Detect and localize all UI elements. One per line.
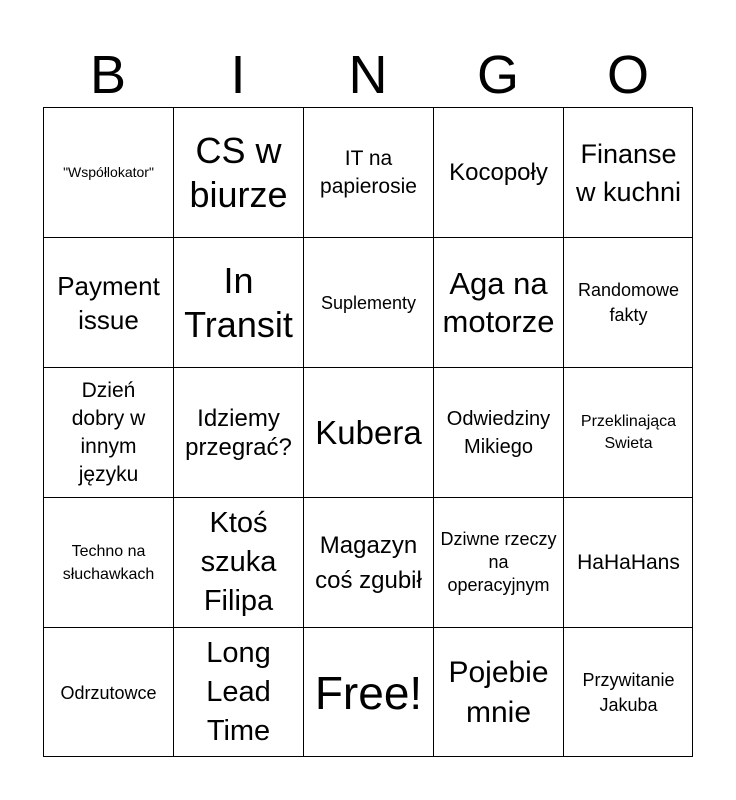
header-letter-g: G bbox=[476, 45, 519, 105]
cell-text: Finanse w kuchni bbox=[575, 138, 682, 207]
bingo-cell[interactable] bbox=[563, 497, 693, 627]
bingo-cell[interactable] bbox=[433, 237, 563, 367]
cell-text: Ktoś szuka Filipa bbox=[200, 507, 277, 617]
header-letter-o: O bbox=[606, 45, 649, 105]
bingo-cell[interactable] bbox=[173, 237, 303, 367]
cell-text: Dziwne rzeczy na operacyjnym bbox=[440, 529, 557, 595]
cell-text: Magazyn coś zgubił bbox=[315, 531, 422, 594]
bingo-cell[interactable] bbox=[433, 627, 563, 757]
bingo-cell[interactable] bbox=[303, 107, 433, 237]
cell-text: Odrzutowce bbox=[60, 682, 157, 703]
bingo-board bbox=[43, 107, 693, 757]
cell-text: Przeklinająca Swieta bbox=[580, 412, 677, 452]
bingo-cell[interactable] bbox=[43, 627, 173, 757]
cell-text: Dzień dobry w innym języku bbox=[71, 378, 146, 486]
cell-text: Kocopoły bbox=[449, 159, 548, 186]
bingo-cell[interactable] bbox=[433, 497, 563, 627]
cell-text: "Współlokator" bbox=[63, 164, 154, 180]
bingo-cell[interactable] bbox=[43, 497, 173, 627]
cell-text: Payment issue bbox=[57, 270, 160, 335]
bingo-cell[interactable] bbox=[303, 627, 433, 757]
cell-text: Aga na motorze bbox=[442, 265, 555, 339]
cell-text: Przywitanie Jakuba bbox=[582, 669, 675, 715]
header-letter-i: I bbox=[230, 45, 246, 105]
cell-text: In Transit bbox=[184, 259, 293, 345]
bingo-cell[interactable] bbox=[43, 107, 173, 237]
bingo-cell[interactable] bbox=[563, 237, 693, 367]
bingo-cell[interactable] bbox=[43, 367, 173, 497]
cell-text: Long Lead Time bbox=[206, 637, 271, 747]
bingo-cell[interactable] bbox=[173, 367, 303, 497]
header-letter-n: N bbox=[348, 45, 388, 105]
bingo-cell[interactable] bbox=[303, 497, 433, 627]
bingo-cell[interactable] bbox=[563, 107, 693, 237]
cell-text: Kubera bbox=[315, 413, 422, 451]
bingo-cell[interactable] bbox=[563, 627, 693, 757]
cell-text: IT na papierosie bbox=[320, 146, 417, 198]
free-space-text: Free! bbox=[314, 666, 423, 719]
bingo-cell[interactable] bbox=[563, 367, 693, 497]
cell-text: HaHaHans bbox=[577, 550, 680, 574]
bingo-cell[interactable] bbox=[433, 107, 563, 237]
cell-text: Odwiedziny Mikiego bbox=[446, 407, 551, 458]
bingo-cell[interactable] bbox=[173, 497, 303, 627]
bingo-cell[interactable] bbox=[173, 107, 303, 237]
bingo-cell[interactable] bbox=[303, 367, 433, 497]
bingo-header bbox=[43, 42, 693, 108]
bingo-cell[interactable] bbox=[433, 367, 563, 497]
cell-text: Randomowe fakty bbox=[577, 279, 680, 325]
cell-text: Pojebie mnie bbox=[448, 655, 549, 729]
bingo-cell[interactable] bbox=[43, 237, 173, 367]
cell-text: Idziemy przegrać? bbox=[185, 404, 292, 461]
cell-text: Suplementy bbox=[320, 292, 417, 313]
cell-text: CS w biurze bbox=[189, 129, 288, 215]
bingo-cell[interactable] bbox=[303, 237, 433, 367]
cell-text: Techno na słuchawkach bbox=[62, 542, 155, 583]
bingo-cell[interactable] bbox=[173, 627, 303, 757]
header-letter-b: B bbox=[89, 45, 127, 105]
